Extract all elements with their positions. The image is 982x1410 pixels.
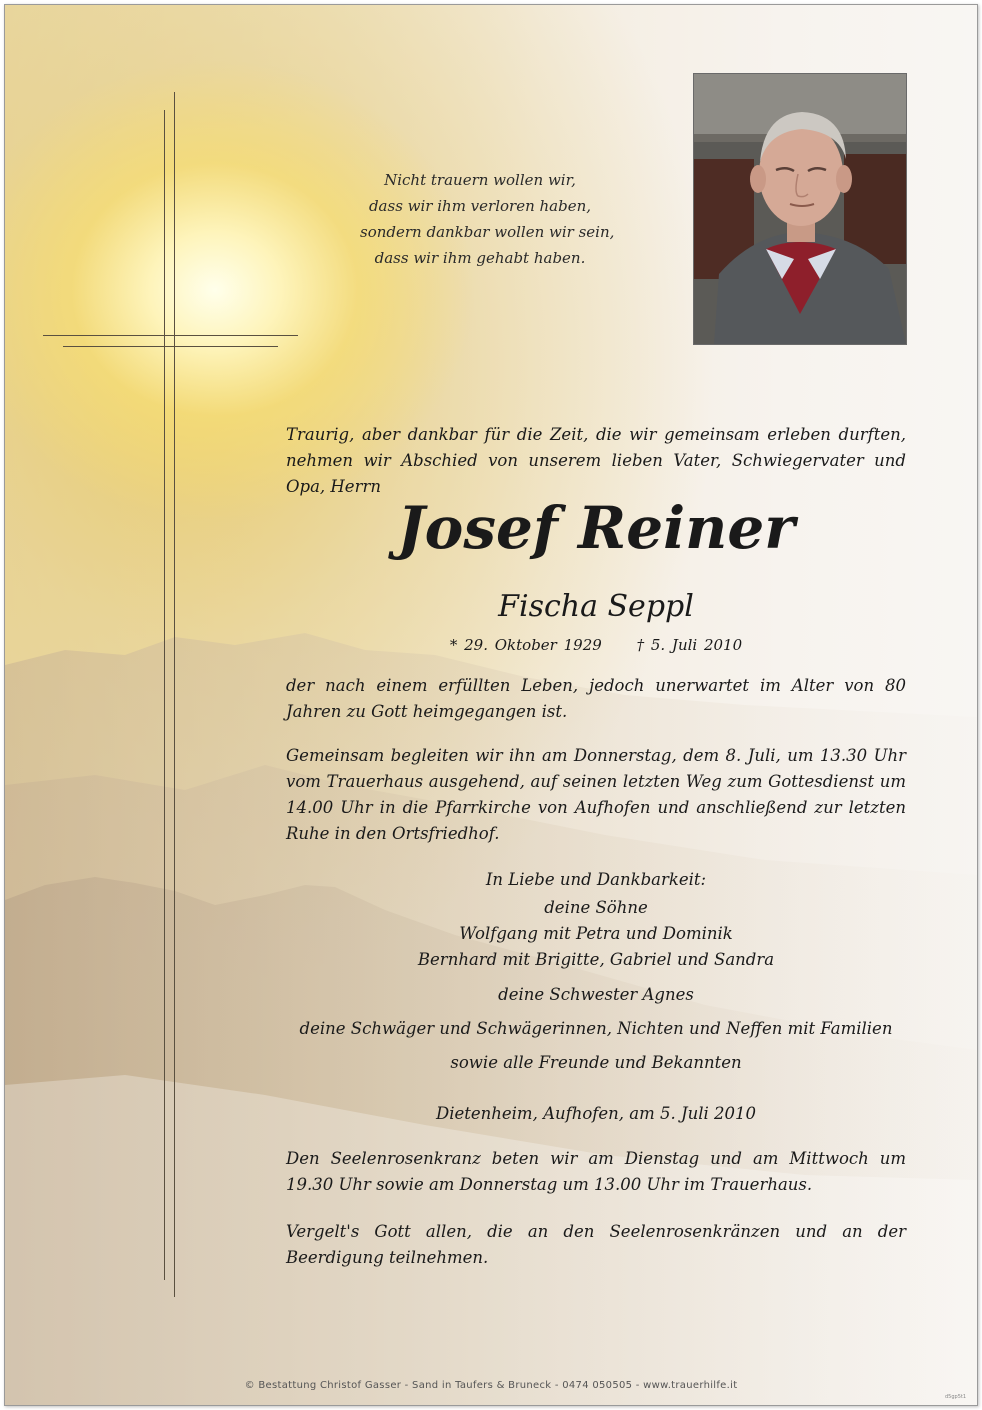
poem-line: dass wir ihm gehabt haben. bbox=[374, 249, 586, 267]
death-date: † 5. Juli 2010 bbox=[636, 636, 743, 654]
cross-vertical-line bbox=[174, 92, 175, 1297]
passing-text: der nach einem erfüllten Leben, jedoch unerwartet im Alter von 80 Jahren zu Gott heimgegangen ist. bbox=[286, 676, 906, 721]
deceased-name: Josef Reiner bbox=[397, 494, 795, 562]
birth-date: * 29. Oktober 1929 bbox=[449, 636, 602, 654]
life-dates bbox=[286, 633, 906, 657]
memorial-poem bbox=[360, 167, 615, 271]
footer-credit: © Bestattung Christof Gasser - Sand in Taufers & Bruneck - 0474 050505 - www.trauerhilfe.it bbox=[244, 1380, 738, 1391]
rosary-text: Den Seelenrosenkranz beten wir am Dienstag und am Mittwoch um 19.30 Uhr sowie am Donnerstag um 13.00 Uhr im Trauerhaus. bbox=[286, 1149, 906, 1194]
cross-horizontal-line bbox=[43, 335, 298, 336]
family-inlaws: deine Schwäger und Schwägerinnen, Nichten und Neffen mit Familien bbox=[299, 1019, 893, 1038]
family-heading: In Liebe und Dankbarkeit: bbox=[485, 870, 707, 889]
portrait-photo bbox=[693, 73, 907, 345]
family-sons-label: deine Söhne bbox=[544, 898, 648, 917]
family-friends: sowie alle Freunde und Bekannten bbox=[450, 1053, 742, 1072]
cross-horizontal-line bbox=[63, 346, 278, 347]
family-son-2: Bernhard mit Brigitte, Gabriel und Sandra bbox=[417, 950, 775, 969]
funeral-text: Gemeinsam begleiten wir ihn am Donnerstag, dem 8. Juli, um 13.30 Uhr vom Trauerhaus ausgehend, auf seinen letzten Weg zum Gottesdienst um 14.00 Uhr in die Pfarrkirche von Aufhofen und anschließend zur letzten Ruhe in den Ortsfriedhof. bbox=[286, 746, 906, 843]
family-son-1: Wolfgang mit Petra und Dominik bbox=[459, 924, 733, 943]
poem-line: sondern dankbar wollen wir sein, bbox=[360, 223, 615, 241]
poem-line: Nicht trauern wollen wir, bbox=[384, 171, 576, 189]
intro-text: Traurig, aber dankbar für die Zeit, die wir gemeinsam erleben durften, nehmen wir Abschied von unserem lieben Vater, Schwiegervater und Opa, Herrn bbox=[286, 425, 906, 496]
poem-line: dass wir ihm verloren haben, bbox=[368, 197, 592, 215]
family-sister: deine Schwester Agnes bbox=[498, 985, 694, 1004]
place-date: Dietenheim, Aufhofen, am 5. Juli 2010 bbox=[435, 1104, 757, 1123]
thanks-text: Vergelt's Gott allen, die an den Seelenrosenkränzen und an der Beerdigung teilnehmen. bbox=[286, 1222, 906, 1267]
obituary-card bbox=[4, 4, 978, 1406]
document-code: d5gp5t1 bbox=[945, 1394, 967, 1400]
deceased-nickname: Fischa Seppl bbox=[498, 589, 694, 624]
cross-vertical-line bbox=[164, 110, 165, 1280]
